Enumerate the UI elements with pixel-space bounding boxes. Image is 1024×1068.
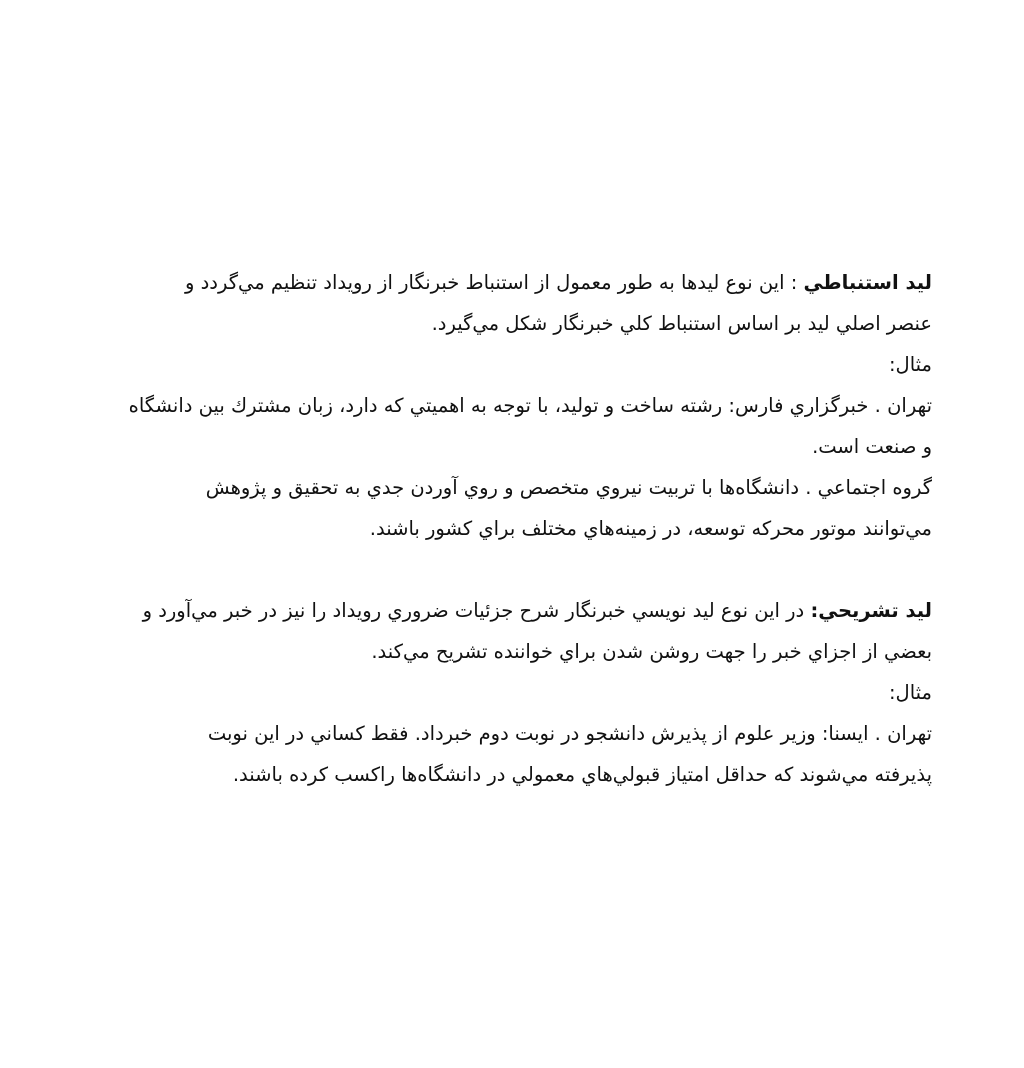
section-descriptive-lead	[80, 590, 932, 795]
example-label: مثال:	[888, 353, 932, 376]
example-line: و صنعت است.	[812, 435, 932, 458]
definition-text: اين نوع ليدها به طور معمول از استنباط خبرنگار از رويداد تنظيم مي‌گردد و	[184, 271, 785, 294]
example-line: مي‌توانند موتور محركه توسعه، در زمينه‌هاي مختلف براي كشور باشند.	[369, 517, 932, 540]
example-line: پذيرفته مي‌شوند كه حداقل امتياز قبولي‌هاي معمولي در دانشگاه‌ها راكسب كرده باشند.	[232, 763, 932, 786]
section-spacer	[80, 549, 932, 590]
term-heading: ليد استنباطي	[803, 271, 932, 294]
definition-line	[80, 262, 932, 303]
document-body	[80, 262, 932, 795]
example-line: تهران . ايسنا: وزير علوم از پذيرش دانشجو در نوبت دوم خبرداد. فقط كساني در اين نوبت	[207, 722, 932, 745]
example-label: مثال:	[888, 681, 932, 704]
section-inferential-lead	[80, 262, 932, 549]
definition-line: بعضي از اجزاي خبر را جهت روشن شدن براي خواننده تشريح مي‌كند.	[371, 640, 932, 663]
example-line: گروه اجتماعي . دانشگاه‌ها با تربيت نيروي متخصص و روي آوردن جدي به تحقيق و پژوهش	[205, 476, 932, 499]
definition-line	[80, 590, 932, 631]
definition-text: در اين نوع ليد نويسي خبرنگار شرح جزئيات ضروري رويداد را نيز در خبر مي‌آورد و	[142, 599, 805, 622]
term-heading: ليد تشريحي:	[810, 599, 932, 622]
term-separator: :	[784, 271, 804, 294]
definition-line: عنصر اصلي ليد بر اساس استنباط كلي خبرنگار شكل مي‌گيرد.	[431, 312, 932, 335]
example-line: تهران . خبرگزاري فارس: رشته ساخت و توليد، با توجه به اهميتي كه دارد، زبان مشترك بين دانشگاه	[128, 394, 932, 417]
